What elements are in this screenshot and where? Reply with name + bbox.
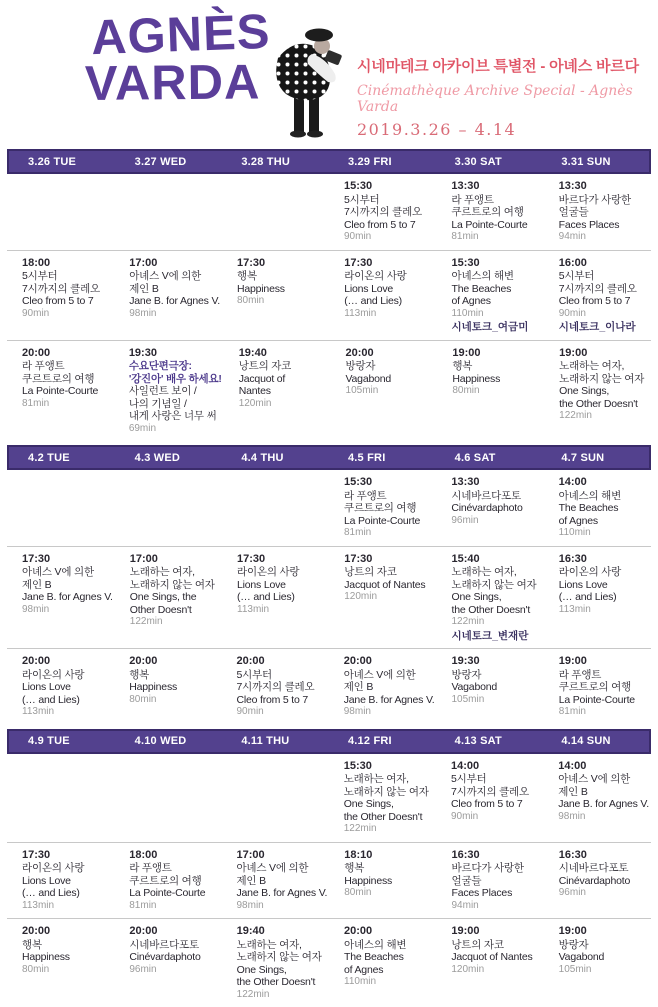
screening-duration: 96min <box>129 964 219 977</box>
screening-time: 19:40 <box>237 925 327 938</box>
screening-duration: 113min <box>22 706 112 719</box>
week-rows <box>7 470 651 725</box>
day-header: 4.9 TUE <box>9 735 116 747</box>
screening-title: 라이온의 사랑 Lions Love (… and Lies) <box>559 566 649 604</box>
screening-duration: 90min <box>559 308 649 321</box>
screening-time: 19:00 <box>559 925 649 938</box>
schedule-row <box>7 843 651 920</box>
screening-time: 13:30 <box>559 180 649 193</box>
week-rows <box>7 754 651 1007</box>
screening-time: 16:30 <box>559 553 649 566</box>
screening-duration: 81min <box>22 398 112 411</box>
screening-cell <box>436 470 543 546</box>
screening-cell <box>543 754 651 842</box>
screening-duration: 110min <box>559 527 649 540</box>
screening-cell <box>222 470 329 546</box>
screening-title: 라 푸앵트 쿠르트로의 여행 La Pointe-Courte <box>451 194 541 232</box>
screening-cell <box>7 341 114 442</box>
screening-title: 아녜스 V에 의한 제인 B Jane B. for Agnes V. <box>558 773 649 811</box>
screening-title: 아녜스 V에 의한 제인 B Jane B. for Agnes V. <box>129 270 220 308</box>
screening-cell <box>222 919 329 1007</box>
screening-cell <box>114 251 222 340</box>
screening-cell <box>7 843 114 919</box>
screening-duration: 90min <box>22 308 112 321</box>
screening-time: 16:30 <box>452 849 542 862</box>
screening-time: 14:00 <box>559 476 649 489</box>
screening-cell <box>329 174 436 250</box>
screening-cell <box>221 843 329 919</box>
screening-time: 13:30 <box>451 180 541 193</box>
schedule-row <box>7 341 651 442</box>
screening-duration: 98min <box>22 604 113 617</box>
screening-cell <box>7 754 114 842</box>
day-header: 4.10 WED <box>116 735 223 747</box>
screening-time: 15:30 <box>344 180 434 193</box>
screening-duration: 122min <box>130 616 220 629</box>
screening-cell <box>114 649 221 725</box>
screening-title: 라이온의 사랑 Lions Love (… and Lies) <box>237 566 327 604</box>
screening-duration: 122min <box>452 616 542 629</box>
day-header: 4.14 SUN <box>542 735 649 747</box>
week-day-bar <box>7 445 651 470</box>
screening-title: 라이온의 사랑 Lions Love (… and Lies) <box>22 862 112 900</box>
screening-cell <box>329 470 436 546</box>
screening-time: 17:30 <box>22 553 113 566</box>
screening-duration: 105min <box>452 694 542 707</box>
screening-time: 18:10 <box>344 849 434 862</box>
screening-duration: 80min <box>129 694 219 707</box>
agnes-varda-logo <box>90 9 272 110</box>
screening-duration: 113min <box>559 604 649 617</box>
day-header: 3.29 FRI <box>329 156 436 168</box>
screening-cell <box>114 341 224 442</box>
screening-cell <box>544 919 651 1007</box>
screening-title: 방랑자 Vagabond <box>452 669 542 694</box>
screening-cell <box>221 754 328 842</box>
screening-cell <box>329 919 436 1007</box>
screening-cell <box>7 470 114 546</box>
screening-cell <box>114 843 221 919</box>
screening-title: 노래하는 여자, 노래하지 않는 여자 One Sings, the Other Doesn't <box>344 773 434 823</box>
logo-line-2: VARDA <box>85 59 273 108</box>
screening-cell <box>544 470 651 546</box>
screening-title: 아녜스의 해변 The Beaches of Agnes <box>559 490 649 528</box>
screening-title: 아녜스 V에 의한 제인 B Jane B. for Agnes V. <box>236 862 327 900</box>
day-header: 4.3 WED <box>116 452 223 464</box>
day-header: 4.7 SUN <box>542 452 649 464</box>
header-text-block <box>357 55 658 139</box>
screening-duration: 122min <box>237 989 327 1002</box>
day-header: 4.2 TUE <box>9 452 116 464</box>
screening-time: 17:30 <box>22 849 112 862</box>
screening-cell <box>437 341 544 442</box>
screening-time: 15:30 <box>344 760 434 773</box>
screening-cell <box>436 919 543 1007</box>
screening-title: 노래하는 여자, 노래하지 않는 여자 One Sings, the Other Doesn't <box>130 566 220 616</box>
screening-title: 방랑자 Vagabond <box>559 939 649 964</box>
screening-time: 19:00 <box>452 347 542 360</box>
screening-title: 노래하는 여자, 노래하지 않는 여자 One Sings, the Other Doesn't <box>559 360 649 410</box>
screening-title: 방랑자 Vagabond <box>346 360 436 385</box>
screening-duration: 98min <box>344 706 435 719</box>
screening-time: 18:00 <box>22 257 112 270</box>
screening-cell <box>114 174 221 250</box>
exhibition-title-en: Cinémathèque Archive Special - Agnès Varda <box>357 83 658 115</box>
screening-cell <box>114 754 221 842</box>
screening-cell <box>329 843 436 919</box>
screening-title: 라 푸앵트 쿠르트로의 여행 La Pointe-Courte <box>22 360 112 398</box>
screening-duration: 80min <box>22 964 112 977</box>
screening-time: 19:00 <box>451 925 541 938</box>
schedule-row <box>7 470 651 547</box>
screening-time: 15:30 <box>452 257 542 270</box>
screening-cell <box>544 649 651 725</box>
screening-cell <box>115 547 222 649</box>
schedule-row <box>7 251 651 341</box>
screening-time: 17:00 <box>130 553 220 566</box>
screening-title: 행복 Happiness <box>237 270 327 295</box>
week-rows <box>7 174 651 441</box>
screening-time: 15:30 <box>344 476 434 489</box>
schedule-row <box>7 649 651 725</box>
screening-time: 19:30 <box>129 347 222 360</box>
screening-title: 시네바르다포토 Cinévardaphoto <box>451 490 541 515</box>
screening-title: 5시부터 7시까지의 클레오 Cleo from 5 to 7 <box>22 270 112 308</box>
screening-title: 수요단편극장: '강진아' 배우 하세요! 사일런트 보이 / 나의 기념일 / 내게 사랑은 너무 써 <box>129 360 222 423</box>
screening-duration: 81min <box>451 231 541 244</box>
screening-time: 20:00 <box>22 655 112 668</box>
screening-duration: 113min <box>237 604 327 617</box>
screening-title: 아녜스의 해변 The Beaches of Agnes <box>344 939 434 977</box>
screening-duration: 113min <box>344 308 434 321</box>
screening-duration: 80min <box>237 295 327 308</box>
schedule-row <box>7 547 651 650</box>
screening-title: 5시부터 7시까지의 클레오 Cleo from 5 to 7 <box>344 194 434 232</box>
exhibition-title-ko: 시네마테크 아카이브 특별전 - 아녜스 바르다 <box>357 55 658 76</box>
screening-duration: 81min <box>344 527 434 540</box>
poster-header <box>0 0 658 145</box>
day-header: 3.26 TUE <box>9 156 116 168</box>
screening-title: 행복 Happiness <box>22 939 112 964</box>
screening-title: 5시부터 7시까지의 클레오 Cleo from 5 to 7 <box>559 270 649 308</box>
screening-time: 16:30 <box>559 849 649 862</box>
screening-time: 20:00 <box>22 347 112 360</box>
screening-cell <box>329 547 436 649</box>
screening-time: 17:30 <box>344 553 434 566</box>
screening-duration: 90min <box>236 706 326 719</box>
screening-time: 17:00 <box>129 257 220 270</box>
screening-time: 15:40 <box>452 553 542 566</box>
screening-title: 라 푸앵트 쿠르트로의 여행 La Pointe-Courte <box>129 862 219 900</box>
schedule-row <box>7 754 651 843</box>
screening-cell <box>7 174 114 250</box>
screening-duration: 94min <box>452 900 542 913</box>
screening-time: 14:00 <box>451 760 541 773</box>
screening-duration: 80min <box>344 887 434 900</box>
screening-time: 20:00 <box>344 655 435 668</box>
screening-duration: 105min <box>559 964 649 977</box>
screening-time: 18:00 <box>129 849 219 862</box>
cinetalk-note: 시네토크_변재란 <box>452 630 542 643</box>
screening-duration: 81min <box>559 706 649 719</box>
week-day-bar <box>7 149 651 174</box>
screening-cell <box>437 547 544 649</box>
screening-duration: 96min <box>559 887 649 900</box>
screening-cell <box>331 341 438 442</box>
screening-time: 19:40 <box>239 347 329 360</box>
screening-cell <box>544 174 651 250</box>
screening-time: 20:00 <box>129 655 219 668</box>
screening-duration: 120min <box>344 591 434 604</box>
screening-duration: 110min <box>452 308 542 321</box>
screening-time: 17:00 <box>236 849 327 862</box>
screening-time: 19:00 <box>559 655 649 668</box>
screening-title: 아녜스의 해변 The Beaches of Agnes <box>452 270 542 308</box>
screening-cell <box>436 174 543 250</box>
screening-time: 20:00 <box>346 347 436 360</box>
varda-photo <box>256 24 354 144</box>
screening-time: 16:00 <box>559 257 649 270</box>
day-header: 4.6 SAT <box>436 452 543 464</box>
logo-line-1: AGNÈS <box>90 9 271 63</box>
day-header: 4.5 FRI <box>329 452 436 464</box>
screening-time: 17:30 <box>344 257 434 270</box>
screening-title: 행복 Happiness <box>452 360 542 385</box>
screening-cell <box>221 649 328 725</box>
screening-duration: 122min <box>559 410 649 423</box>
screening-cell <box>222 174 329 250</box>
screening-title: 낭트의 자코 Jacquot of Nantes <box>239 360 329 398</box>
screening-cell <box>114 470 221 546</box>
screening-cell <box>7 919 114 1007</box>
screening-time: 20:00 <box>22 925 112 938</box>
screening-title: 라이온의 사랑 Lions Love (… and Lies) <box>22 669 112 707</box>
screening-time: 14:00 <box>558 760 649 773</box>
screening-cell <box>222 547 329 649</box>
screening-duration: 122min <box>344 823 434 836</box>
screening-cell <box>437 843 544 919</box>
screening-duration: 81min <box>129 900 219 913</box>
screening-duration: 110min <box>344 976 434 989</box>
screening-cell <box>437 649 544 725</box>
screening-cell <box>436 754 543 842</box>
screening-cell <box>329 649 437 725</box>
screening-cell <box>437 251 544 340</box>
cinetalk-note: 시네토크_이나라 <box>559 321 649 334</box>
screening-cell <box>329 251 436 340</box>
screening-duration: 80min <box>452 385 542 398</box>
screening-time: 20:00 <box>129 925 219 938</box>
week-day-bar <box>7 729 651 754</box>
screening-title: 행복 Happiness <box>344 862 434 887</box>
screening-time: 13:30 <box>451 476 541 489</box>
screening-title: 노래하는 여자, 노래하지 않는 여자 One Sings, the Other Doesn't <box>237 939 327 989</box>
schedule-row <box>7 174 651 251</box>
schedule <box>7 149 651 1007</box>
screening-title: 5시부터 7시까지의 클레오 Cleo from 5 to 7 <box>236 669 326 707</box>
screening-title: 낭트의 자코 Jacquot of Nantes <box>344 566 434 591</box>
screening-duration: 98min <box>129 308 220 321</box>
screening-duration: 90min <box>451 811 541 824</box>
exhibition-dates: 2019.3.26 – 4.14 <box>357 120 658 139</box>
screening-cell <box>544 251 651 340</box>
screening-cell <box>544 843 651 919</box>
screening-cell <box>224 341 331 442</box>
week-section <box>7 445 651 725</box>
day-header: 4.4 THU <box>222 452 329 464</box>
screening-duration: 113min <box>22 900 112 913</box>
screening-title: 시네바르다포토 Cinévardaphoto <box>559 862 649 887</box>
week-section <box>7 149 651 441</box>
screening-time: 19:00 <box>559 347 649 360</box>
screening-cell <box>544 547 651 649</box>
screening-time: 17:30 <box>237 257 327 270</box>
screening-cell <box>222 251 329 340</box>
cinetalk-note: 시네토크_여금미 <box>452 321 542 334</box>
screening-title: 시네바르다포토 Cinévardaphoto <box>129 939 219 964</box>
screening-time: 20:00 <box>236 655 326 668</box>
screening-cell <box>544 341 651 442</box>
day-header: 3.28 THU <box>222 156 329 168</box>
screening-cell <box>7 649 114 725</box>
screening-time: 17:30 <box>237 553 327 566</box>
screening-duration: 90min <box>344 231 434 244</box>
screening-title: 바르다가 사랑한 얼굴들 Faces Places <box>559 194 649 232</box>
screening-cell <box>329 754 436 842</box>
screening-title: 행복 Happiness <box>129 669 219 694</box>
screening-title: 아녜스 V에 의한 제인 B Jane B. for Agnes V. <box>22 566 113 604</box>
day-header: 4.13 SAT <box>436 735 543 747</box>
screening-duration: 69min <box>129 423 222 436</box>
schedule-row <box>7 919 651 1007</box>
screening-title: 낭트의 자코 Jacquot of Nantes <box>451 939 541 964</box>
day-header: 3.30 SAT <box>436 156 543 168</box>
screening-cell <box>7 251 114 340</box>
screening-time: 19:30 <box>452 655 542 668</box>
screening-time: 20:00 <box>344 925 434 938</box>
screening-duration: 105min <box>346 385 436 398</box>
week-section <box>7 729 651 1007</box>
screening-duration: 94min <box>559 231 649 244</box>
screening-title: 바르다가 사랑한 얼굴들 Faces Places <box>452 862 542 900</box>
screening-duration: 120min <box>451 964 541 977</box>
day-header: 3.31 SUN <box>542 156 649 168</box>
screening-duration: 120min <box>239 398 329 411</box>
day-header: 3.27 WED <box>116 156 223 168</box>
screening-title: 노래하는 여자, 노래하지 않는 여자 One Sings, the Other Doesn't <box>452 566 542 616</box>
day-header: 4.11 THU <box>222 735 329 747</box>
screening-title: 라 푸앵트 쿠르트로의 여행 La Pointe-Courte <box>344 490 434 528</box>
screening-duration: 96min <box>451 515 541 528</box>
screening-cell <box>114 919 221 1007</box>
screening-duration: 98min <box>558 811 649 824</box>
day-header: 4.12 FRI <box>329 735 436 747</box>
screening-title: 라이온의 사랑 Lions Love (… and Lies) <box>344 270 434 308</box>
screening-title: 5시부터 7시까지의 클레오 Cleo from 5 to 7 <box>451 773 541 811</box>
screening-title: 아녜스 V에 의한 제인 B Jane B. for Agnes V. <box>344 669 435 707</box>
screening-title: 라 푸앵트 쿠르트로의 여행 La Pointe-Courte <box>559 669 649 707</box>
screening-duration: 98min <box>236 900 327 913</box>
screening-cell <box>7 547 115 649</box>
